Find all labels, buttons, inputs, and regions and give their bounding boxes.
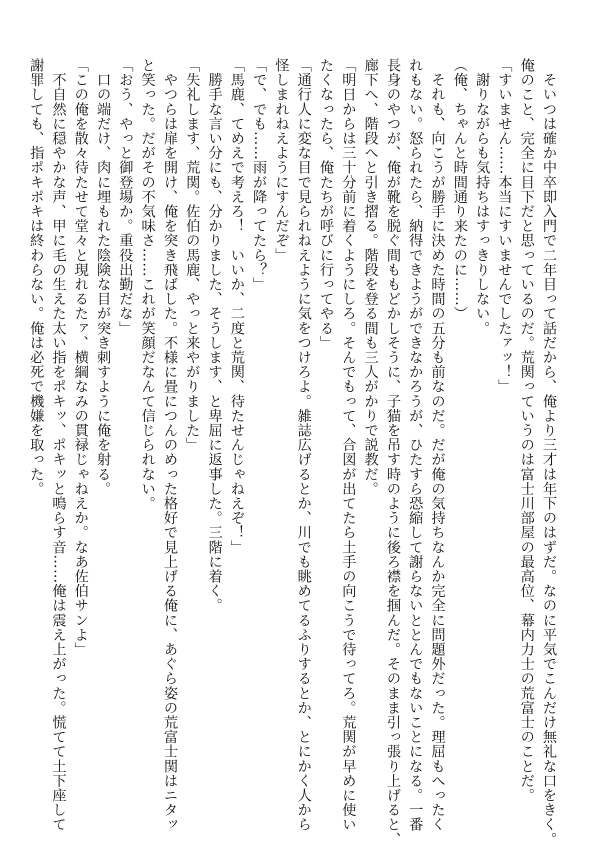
text-line-2: 俺のこと、完全に目下だと思っているのだ。荒関っていうのは富士川部屋の最高位、幕内力士の荒富士のことだ。: [518, 58, 535, 803]
text-line-16: 勝手な言い分にも、分かりました、そうします、と卑屈に返事した。三階に着く。: [206, 58, 223, 613]
text-line-13: 怪しまれねえようにすんだぞ」: [273, 58, 290, 263]
text-line-10: 「明日からは三十分前に着くようにしろ。そんでもって、合図が出てたら土手の向こうで待ってろ。荒関が早めに使い: [340, 58, 357, 832]
text-line-18: やつらは扉を開け、俺を突き飛ばした。不様に畳につんのめった格好で見上げる俺に、あぐら姿の荒富士関はニタッ: [161, 58, 178, 832]
text-line-1: そいつは確か中卒即入門で二年目って話だから、俺より三才は年下のはずだ。なのに平気でこんだけ無礼な口をきく。: [541, 58, 557, 846]
text-line-6: それも、向こうが勝手に決めた時間の五分も前なのだ。だが俺の気持ちなんか完全に問題外だった。理屈もへったく: [429, 58, 446, 832]
text-line-23: 不自然に穏やかな声、甲に毛の生えた太い指をポキッ、ポキッと鳴らす音……俺は震え上がった。慌てて土下座して: [50, 58, 67, 832]
text-line-3: 「すいません……本当にすいませんでしたァッ！」: [496, 58, 513, 394]
text-line-7: れもない。怒られたら、納得できようができなかろうが、ひたすら恐縮して謝らないととんでもないことになる。一番: [407, 58, 424, 832]
text-line-24: 謝罪しても、指ポキポキは終わらない。俺は必死で機嫌を取った。: [28, 58, 45, 496]
text-line-21: 口の端だけ、肉に埋もれた陰険な目が突き刺すように俺を射る。: [95, 58, 112, 496]
text-line-4: 謝りながらも気持ちはすっきりしない。: [474, 58, 491, 336]
text-line-20: 「おう、やっと御登場か。重役出勤だな」: [117, 58, 134, 336]
text-line-12: 「通行人に変な目で見られねえように気をつけろよ。雑誌広げるとか、川でも眺めてるふりするとか、とにかく人から: [295, 58, 312, 832]
text-line-11: たくなったら、俺たちが呼びに行ってやる」: [318, 58, 335, 350]
text-line-19: と笑った。だがその不気味さ……これが笑顔だなんて信じられない。: [139, 58, 156, 511]
text-line-17: 「失礼します、荒関。佐伯の馬鹿、やっと来やがりました」: [184, 58, 201, 453]
text-line-15: 「馬鹿、てめえで考えろ！ いいか、二度と荒関、待たせんじゃねえぞ！」: [228, 58, 245, 555]
text-line-5: （俺、ちゃんと時間通り来たのに……）: [451, 58, 468, 321]
vertical-text-body: [28, 58, 560, 846]
text-line-9: 廊下へ、階段へと引き摺る。階段を登る間も三人がかりで説教だ。: [362, 58, 379, 496]
text-line-22: 「この俺を散々待たせて堂々と現れるたァ、横綱なみの貫禄じゃねえか。なあ佐伯サンよ」: [72, 58, 89, 657]
text-line-8: 長身のやつが、俺が靴を脱ぐ間ももどかしそうに、子猫を吊す時のように後ろ襟を掴んだ。そのまま引っ張り上げると、: [384, 58, 401, 846]
text-line-14: 「で、でも……雨が降ってたら？」: [251, 58, 268, 292]
